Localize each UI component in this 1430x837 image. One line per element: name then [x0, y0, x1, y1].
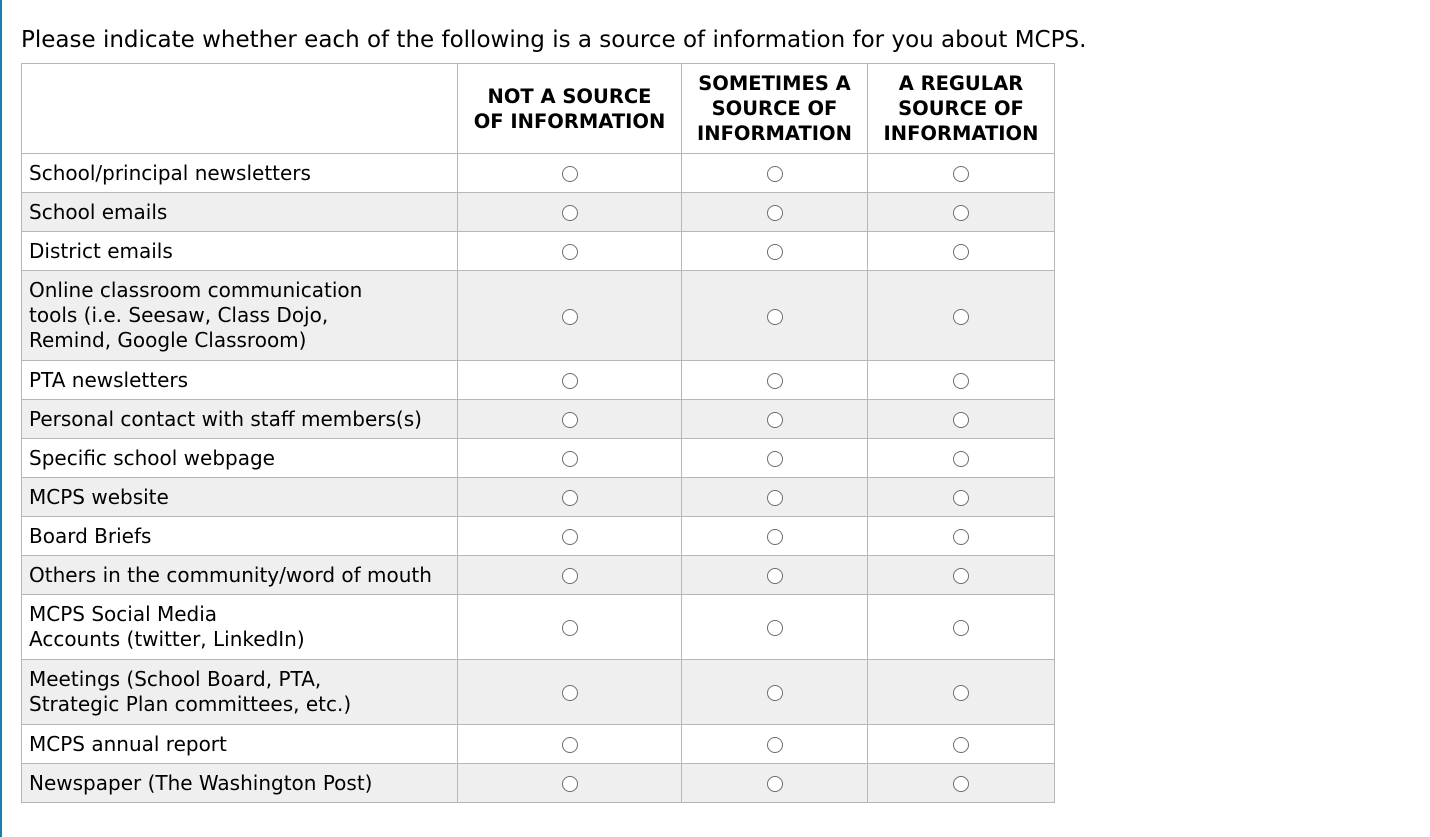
option-cell[interactable] — [868, 556, 1055, 595]
radio-regular[interactable] — [953, 451, 969, 467]
row-label — [22, 764, 458, 803]
row-label-line: Specific school webpage — [29, 445, 275, 470]
column-header-not-a-source — [458, 64, 682, 154]
row-label — [22, 193, 458, 232]
column-header-line: INFORMATION — [883, 122, 1039, 145]
option-cell[interactable] — [868, 725, 1055, 764]
row-label — [22, 725, 458, 764]
radio-not-a-source[interactable] — [562, 205, 578, 221]
option-cell[interactable] — [458, 400, 682, 439]
table-row — [22, 271, 1055, 361]
option-cell[interactable] — [682, 556, 868, 595]
radio-regular[interactable] — [953, 412, 969, 428]
option-cell[interactable] — [682, 725, 868, 764]
row-label-line: Others in the community/word of mouth — [29, 562, 432, 587]
row-label-line: Meetings (School Board, PTA, — [29, 667, 322, 691]
table-row — [22, 660, 1055, 725]
radio-sometimes[interactable] — [767, 373, 783, 389]
option-cell[interactable] — [458, 361, 682, 400]
table-row — [22, 193, 1055, 232]
table-row — [22, 439, 1055, 478]
option-cell[interactable] — [458, 232, 682, 271]
option-cell[interactable] — [458, 660, 682, 725]
radio-sometimes[interactable] — [767, 620, 783, 636]
row-label-line: Strategic Plan committees, etc.) — [29, 692, 352, 716]
row-label-line: School/principal newsletters — [29, 160, 311, 185]
row-label-line: tools (i.e. Seesaw, Class Dojo, — [29, 303, 329, 327]
option-cell[interactable] — [458, 595, 682, 660]
radio-regular[interactable] — [953, 166, 969, 182]
radio-sometimes[interactable] — [767, 412, 783, 428]
column-header-line: INFORMATION — [697, 122, 852, 145]
column-header-line: NOT A SOURCE — [487, 84, 652, 108]
row-label-line: Newspaper (The Washington Post) — [29, 770, 373, 795]
radio-sometimes[interactable] — [767, 776, 783, 792]
row-label-line: MCPS annual report — [29, 731, 227, 756]
option-cell[interactable] — [868, 660, 1055, 725]
row-label — [22, 595, 458, 660]
option-cell[interactable] — [458, 517, 682, 556]
table-row — [22, 361, 1055, 400]
row-label — [22, 400, 458, 439]
radio-regular[interactable] — [953, 244, 969, 260]
row-label — [22, 660, 458, 725]
radio-sometimes[interactable] — [767, 166, 783, 182]
radio-not-a-source[interactable] — [562, 166, 578, 182]
option-cell[interactable] — [868, 517, 1055, 556]
left-edge-bar — [0, 0, 2, 837]
radio-not-a-source[interactable] — [562, 451, 578, 467]
option-cell[interactable] — [458, 439, 682, 478]
radio-not-a-source[interactable] — [562, 685, 578, 701]
option-cell[interactable] — [458, 764, 682, 803]
option-cell[interactable] — [682, 478, 868, 517]
row-label-line: Personal contact with staff members(s) — [29, 406, 422, 431]
option-cell[interactable] — [682, 232, 868, 271]
option-cell[interactable] — [868, 193, 1055, 232]
option-cell[interactable] — [458, 556, 682, 595]
source-grid — [21, 63, 1055, 803]
option-cell[interactable] — [682, 660, 868, 725]
row-label — [22, 361, 458, 400]
option-cell[interactable] — [868, 232, 1055, 271]
radio-not-a-source[interactable] — [562, 490, 578, 506]
option-cell[interactable] — [868, 478, 1055, 517]
option-cell[interactable] — [458, 193, 682, 232]
radio-not-a-source[interactable] — [562, 373, 578, 389]
radio-not-a-source[interactable] — [562, 776, 578, 792]
option-cell[interactable] — [682, 595, 868, 660]
row-label-line: Accounts (twitter, LinkedIn) — [29, 627, 305, 651]
radio-not-a-source[interactable] — [562, 309, 578, 325]
row-label — [22, 478, 458, 517]
row-label — [22, 271, 458, 361]
radio-not-a-source[interactable] — [562, 529, 578, 545]
option-cell[interactable] — [682, 764, 868, 803]
table-row — [22, 154, 1055, 193]
header-row — [22, 64, 1055, 154]
option-cell[interactable] — [682, 271, 868, 361]
option-cell[interactable] — [868, 400, 1055, 439]
option-cell[interactable] — [868, 764, 1055, 803]
row-label-line: MCPS website — [29, 484, 169, 509]
row-label-line: MCPS Social Media — [29, 602, 218, 626]
radio-not-a-source[interactable] — [562, 412, 578, 428]
option-cell[interactable] — [868, 154, 1055, 193]
table-row — [22, 400, 1055, 439]
column-header-regular — [868, 64, 1055, 154]
radio-sometimes[interactable] — [767, 737, 783, 753]
row-label-line: Remind, Google Classroom) — [29, 328, 307, 352]
option-cell[interactable] — [682, 517, 868, 556]
option-cell[interactable] — [682, 154, 868, 193]
radio-regular[interactable] — [953, 373, 969, 389]
column-header-line: SOURCE OF — [711, 97, 838, 120]
column-header-line: SOURCE OF — [898, 97, 1024, 120]
radio-regular[interactable] — [953, 776, 969, 792]
row-label-line: PTA newsletters — [29, 367, 189, 392]
option-cell[interactable] — [682, 439, 868, 478]
radio-not-a-source[interactable] — [562, 568, 578, 584]
radio-regular[interactable] — [953, 309, 969, 325]
column-header-line: SOMETIMES A — [698, 72, 851, 95]
row-label-line: Board Briefs — [29, 523, 152, 548]
row-label-line: Online classroom communication — [29, 278, 363, 302]
row-label — [22, 154, 458, 193]
question-text: Please indicate whether each of the following is a source of information for you about MCPS. — [21, 27, 1087, 53]
table-row — [22, 725, 1055, 764]
radio-sometimes[interactable] — [767, 309, 783, 325]
row-label — [22, 556, 458, 595]
radio-sometimes[interactable] — [767, 205, 783, 221]
option-cell[interactable] — [868, 439, 1055, 478]
table-row — [22, 595, 1055, 660]
table-row — [22, 478, 1055, 517]
radio-not-a-source[interactable] — [562, 737, 578, 753]
option-cell[interactable] — [682, 361, 868, 400]
radio-not-a-source[interactable] — [562, 620, 578, 636]
option-cell[interactable] — [458, 478, 682, 517]
radio-sometimes[interactable] — [767, 244, 783, 260]
table-row — [22, 517, 1055, 556]
radio-regular[interactable] — [953, 568, 969, 584]
radio-regular[interactable] — [953, 490, 969, 506]
option-cell[interactable] — [868, 271, 1055, 361]
option-cell[interactable] — [458, 154, 682, 193]
radio-sometimes[interactable] — [767, 490, 783, 506]
radio-not-a-source[interactable] — [562, 244, 578, 260]
radio-sometimes[interactable] — [767, 685, 783, 701]
row-label — [22, 232, 458, 271]
column-header-line: A REGULAR — [898, 72, 1024, 95]
radio-regular[interactable] — [953, 620, 969, 636]
radio-regular[interactable] — [953, 529, 969, 545]
row-label — [22, 439, 458, 478]
row-label-line: District emails — [29, 238, 173, 263]
column-header-sometimes — [682, 64, 868, 154]
radio-sometimes[interactable] — [767, 451, 783, 467]
option-cell[interactable] — [868, 361, 1055, 400]
radio-regular[interactable] — [953, 205, 969, 221]
option-cell[interactable] — [458, 271, 682, 361]
option-cell[interactable] — [682, 193, 868, 232]
row-label-line: School emails — [29, 199, 168, 224]
option-cell[interactable] — [682, 400, 868, 439]
header-corner — [22, 64, 458, 154]
row-label — [22, 517, 458, 556]
column-header-line: OF INFORMATION — [473, 109, 666, 133]
radio-sometimes[interactable] — [767, 529, 783, 545]
option-cell[interactable] — [458, 725, 682, 764]
table-row — [22, 556, 1055, 595]
table-row — [22, 232, 1055, 271]
option-cell[interactable] — [868, 595, 1055, 660]
radio-regular[interactable] — [953, 737, 969, 753]
radio-regular[interactable] — [953, 685, 969, 701]
radio-sometimes[interactable] — [767, 568, 783, 584]
table-row — [22, 764, 1055, 803]
